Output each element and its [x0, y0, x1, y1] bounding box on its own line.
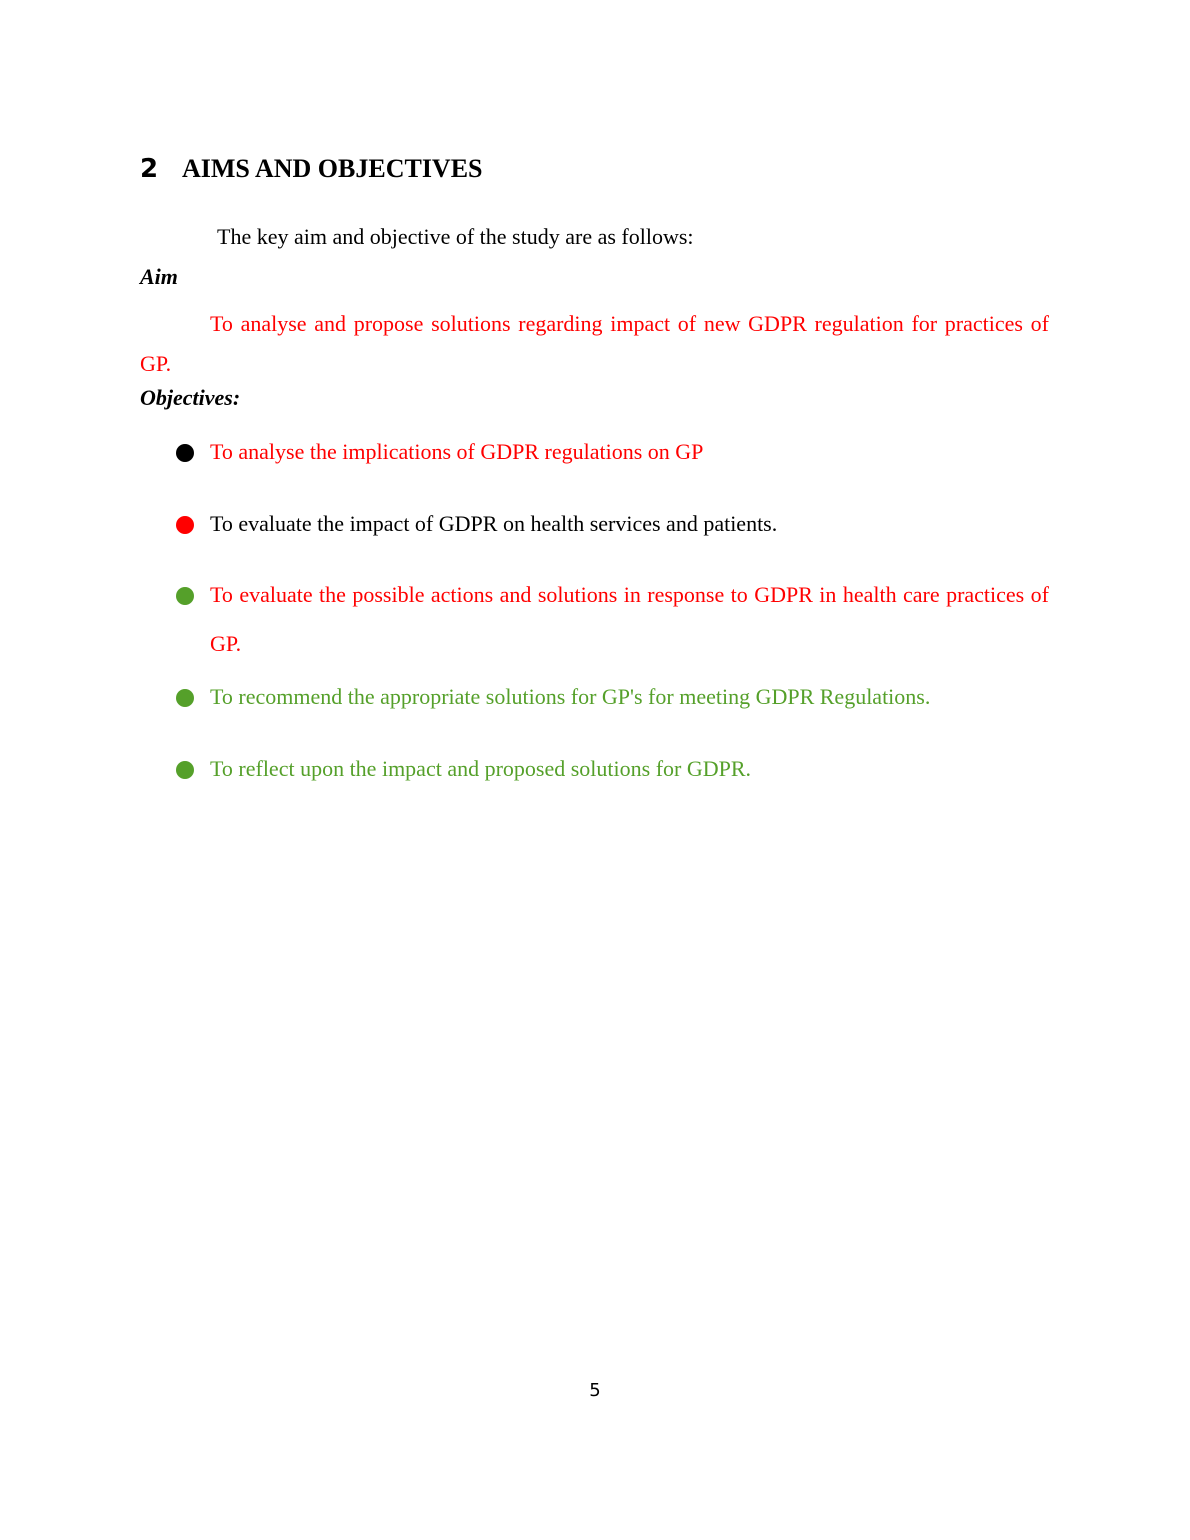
- page-number: 5: [589, 1380, 601, 1401]
- bullet-icon: [176, 689, 194, 707]
- section-title: AIMS AND OBJECTIVES: [182, 154, 483, 183]
- list-item: To reflect upon the impact and proposed solutions for GDPR.: [210, 756, 752, 781]
- list-item: To analyse the implications of GDPR regulations on GP: [210, 439, 704, 464]
- objectives-label: Objectives:: [140, 385, 241, 410]
- intro-paragraph: The key aim and objective of the study are as follows:: [217, 224, 694, 249]
- aim-paragraph: To analyse and propose solutions regarding impact of new GDPR regulation for practices of GP.: [140, 311, 1049, 376]
- section-heading: [140, 154, 483, 184]
- list-item: To evaluate the impact of GDPR on health services and patients.: [210, 511, 778, 536]
- bullet-icon: [176, 761, 194, 779]
- list-item: To recommend the appropriate solutions for GP's for meeting GDPR Regulations.: [210, 684, 931, 709]
- bullet-icon: [176, 587, 194, 605]
- list-item: To evaluate the possible actions and solutions in response to GDPR in health care practices of GP.: [210, 582, 1049, 656]
- aim-label: Aim: [140, 264, 178, 289]
- bullet-icon: [176, 516, 194, 534]
- bullet-icon: [176, 444, 194, 462]
- section-number: 2: [140, 154, 159, 184]
